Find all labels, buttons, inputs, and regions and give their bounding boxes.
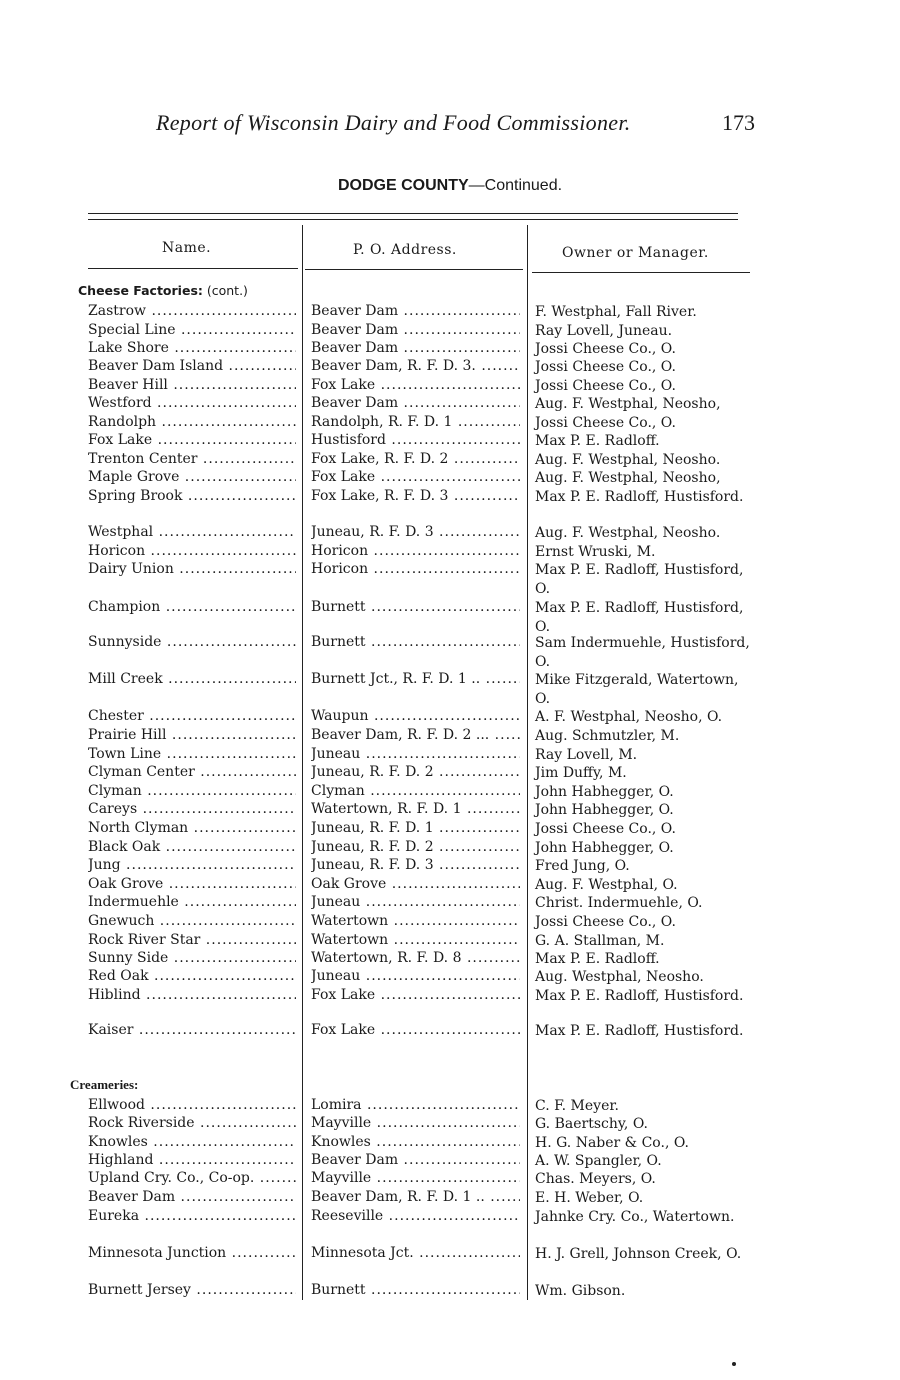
owner-manager: Wm. Gibson.	[535, 1283, 626, 1299]
table-row	[0, 340, 900, 359]
po-address: Horicon .....	[311, 543, 520, 559]
table-row	[0, 377, 900, 396]
factory-name: Horicon .....	[88, 543, 296, 559]
factory-name: Sunny Side .....	[88, 950, 296, 966]
table-row	[0, 322, 900, 341]
po-address: Watertown .....	[311, 913, 520, 929]
owner-manager: John Habhegger, O.	[535, 784, 674, 800]
table-row	[0, 451, 900, 470]
table-row	[0, 1152, 900, 1171]
factory-name: Knowles .....	[88, 1134, 296, 1150]
table-row	[0, 1208, 900, 1227]
table-row	[0, 1022, 900, 1041]
table-row	[0, 1282, 900, 1301]
po-address: Beaver Dam, R. F. D. 2 ... .....	[311, 727, 520, 743]
po-address: Minnesota Jct. .....	[311, 1245, 520, 1261]
owner-manager: Ernst Wruski, M.	[535, 544, 656, 560]
column-header-name: Name.	[162, 240, 212, 256]
county-suffix: —Continued.	[468, 177, 563, 194]
factory-name: Westford .....	[88, 395, 296, 411]
factory-name: Sunnyside .....	[88, 634, 296, 650]
owner-manager: Sam Indermuehle, Hustisford, O.	[535, 635, 750, 670]
factory-name: Chester .....	[88, 708, 296, 724]
owner-manager: H. G. Naber & Co., O.	[535, 1135, 689, 1151]
po-address: Juneau, R. F. D. 2 .....	[311, 839, 520, 855]
table-row	[0, 358, 900, 377]
table-row	[0, 303, 900, 322]
table-row	[0, 1170, 900, 1189]
factory-name: Randolph .....	[88, 414, 296, 430]
factory-name: Zastrow .....	[88, 303, 296, 319]
factory-name: Hiblind .....	[88, 987, 296, 1003]
county-heading	[0, 177, 900, 195]
column-header-owner: Owner or Manager.	[562, 245, 709, 261]
table-row	[0, 1097, 900, 1116]
owner-manager: Jossi Cheese Co., O.	[535, 821, 676, 837]
po-address: Randolph, R. F. D. 1 .....	[311, 414, 520, 430]
owner-manager: Max P. E. Radloff, Hustisford, O.	[535, 600, 744, 635]
table-row	[0, 414, 900, 433]
owner-manager: Aug. F. Westphal, Neosho.	[535, 452, 721, 468]
owner-manager: Aug. F. Westphal, Neosho.	[535, 525, 721, 541]
po-address: Burnett .....	[311, 634, 520, 650]
owner-manager: Ray Lovell, M.	[535, 747, 638, 763]
owner-manager: G. Baertschy, O.	[535, 1116, 648, 1132]
po-address: Watertown, R. F. D. 8 .....	[311, 950, 520, 966]
print-speck	[732, 1362, 736, 1366]
factory-name: Spring Brook .....	[88, 488, 296, 504]
owner-manager: Aug. F. Westphal, Neosho,	[535, 470, 721, 486]
owner-manager: E. H. Weber, O.	[535, 1190, 644, 1206]
section-title-creameries: Creameries:	[70, 1077, 139, 1092]
factory-name: Beaver Hill .....	[88, 377, 296, 393]
table-row	[0, 1245, 900, 1264]
owner-manager: Jossi Cheese Co., O.	[535, 914, 676, 930]
owner-manager: Max P. E. Radloff.	[535, 433, 660, 449]
running-title: Report of Wisconsin Dairy and Food Commissioner.	[156, 110, 631, 135]
po-address: Juneau .....	[311, 894, 520, 910]
owner-manager: Aug. F. Westphal, Neosho,	[535, 396, 721, 412]
po-address: Mayville .....	[311, 1170, 520, 1186]
table-row	[0, 1189, 900, 1208]
po-address: Burnett .....	[311, 599, 520, 615]
po-address: Watertown .....	[311, 932, 520, 948]
table-row	[0, 1134, 900, 1153]
po-address: Beaver Dam .....	[311, 1152, 520, 1168]
owner-manager: John Habhegger, O.	[535, 840, 674, 856]
po-address: Fox Lake .....	[311, 469, 520, 485]
po-address: Fox Lake .....	[311, 987, 520, 1003]
double-rule-top	[88, 213, 738, 214]
factory-name: Upland Cry. Co., Co-op. .....	[88, 1170, 296, 1186]
po-address: Clyman .....	[311, 783, 520, 799]
table-row	[0, 469, 900, 488]
table-row	[0, 783, 900, 802]
double-rule-bottom	[88, 219, 738, 220]
po-address: Fox Lake .....	[311, 1022, 520, 1038]
table-row	[0, 876, 900, 895]
po-address: Knowles .....	[311, 1134, 520, 1150]
page-number: 173	[722, 110, 755, 135]
po-address: Fox Lake, R. F. D. 2 .....	[311, 451, 520, 467]
table-row	[0, 671, 900, 707]
factory-name: Indermuehle .....	[88, 894, 296, 910]
table-row	[0, 968, 900, 987]
owner-manager: G. A. Stallman, M.	[535, 933, 665, 949]
table-row	[0, 764, 900, 783]
owner-manager: Ray Lovell, Juneau.	[535, 323, 673, 339]
po-address: Beaver Dam .....	[311, 322, 520, 338]
table-row	[0, 820, 900, 839]
factory-name: Minnesota Junction .....	[88, 1245, 296, 1261]
section-title-suffix: (cont.)	[202, 283, 248, 298]
owner-manager: Christ. Indermuehle, O.	[535, 895, 703, 911]
owner-manager: Max P. E. Radloff, Hustisford, O.	[535, 562, 744, 597]
owner-manager: Max P. E. Radloff, Hustisford.	[535, 489, 744, 505]
po-address: Beaver Dam .....	[311, 303, 520, 319]
owner-manager: Aug. Westphal, Neosho.	[535, 969, 704, 985]
factory-name: Gnewuch .....	[88, 913, 296, 929]
owner-manager: Jossi Cheese Co., O.	[535, 415, 676, 431]
factory-name: Highland .....	[88, 1152, 296, 1168]
factory-name: Beaver Dam Island .....	[88, 358, 296, 374]
po-address: Juneau, R. F. D. 2 .....	[311, 764, 520, 780]
factory-name: Eureka .....	[88, 1208, 296, 1224]
po-address: Beaver Dam, R. F. D. 3. .....	[311, 358, 520, 374]
table-row	[0, 395, 900, 414]
owner-manager: Aug. F. Westphal, O.	[535, 877, 678, 893]
po-address: Horicon .....	[311, 561, 520, 577]
factory-name: Prairie Hill .....	[88, 727, 296, 743]
factory-name: Trenton Center .....	[88, 451, 296, 467]
po-address: Watertown, R. F. D. 1 .....	[311, 801, 520, 817]
po-address: Juneau .....	[311, 968, 520, 984]
table-row	[0, 708, 900, 727]
po-address: Beaver Dam .....	[311, 395, 520, 411]
table-row	[0, 932, 900, 951]
po-address: Juneau, R. F. D. 1 .....	[311, 820, 520, 836]
table-row	[0, 801, 900, 820]
factory-name: Jung .....	[88, 857, 296, 873]
table-row	[0, 488, 900, 507]
po-address: Waupun .....	[311, 708, 520, 724]
factory-name: Beaver Dam .....	[88, 1189, 296, 1205]
table-row	[0, 913, 900, 932]
county-name: DODGE COUNTY	[337, 177, 469, 194]
table-row	[0, 987, 900, 1006]
po-address: Hustisford .....	[311, 432, 520, 448]
table-row	[0, 524, 900, 543]
owner-manager: Chas. Meyers, O.	[535, 1171, 656, 1187]
column-header-address: P. O. Address.	[353, 242, 457, 258]
table-row	[0, 894, 900, 913]
factory-name: Kaiser .....	[88, 1022, 296, 1038]
po-address: Beaver Dam .....	[311, 340, 520, 356]
owner-manager: Jim Duffy, M.	[535, 765, 627, 781]
owner-manager: Max P. E. Radloff, Hustisford.	[535, 988, 744, 1004]
owner-manager: Mike Fitzgerald, Watertown, O.	[535, 672, 739, 707]
owner-manager: Max P. E. Radloff.	[535, 951, 660, 967]
factory-name: Special Line .....	[88, 322, 296, 338]
owner-manager: F. Westphal, Fall River.	[535, 304, 697, 320]
owner-manager: C. F. Meyer.	[535, 1098, 619, 1114]
factory-name: Westphal .....	[88, 524, 296, 540]
po-address: Burnett Jct., R. F. D. 1 .. .....	[311, 671, 520, 687]
table-row	[0, 543, 900, 562]
factory-name: Oak Grove .....	[88, 876, 296, 892]
po-address: Fox Lake .....	[311, 377, 520, 393]
header-rule-address	[305, 269, 523, 270]
owner-manager: Jossi Cheese Co., O.	[535, 341, 676, 357]
table-row	[0, 950, 900, 969]
table-row	[0, 561, 900, 597]
factory-name: Burnett Jersey .....	[88, 1282, 296, 1298]
table-row	[0, 599, 900, 635]
factory-name: Lake Shore .....	[88, 340, 296, 356]
factory-name: Maple Grove .....	[88, 469, 296, 485]
factory-name: Rock Riverside .....	[88, 1115, 296, 1131]
table-row	[0, 727, 900, 746]
table-row	[0, 432, 900, 451]
owner-manager: John Habhegger, O.	[535, 802, 674, 818]
section-title-text: Cheese Factories:	[78, 283, 203, 298]
factory-name: Fox Lake .....	[88, 432, 296, 448]
header-rule-owner	[532, 272, 750, 273]
table-row	[0, 839, 900, 858]
factory-name: Red Oak .....	[88, 968, 296, 984]
po-address: Mayville .....	[311, 1115, 520, 1131]
po-address: Oak Grove .....	[311, 876, 520, 892]
owner-manager: Fred Jung, O.	[535, 858, 630, 874]
section-title-cheese	[78, 283, 248, 298]
po-address: Lomira .....	[311, 1097, 520, 1113]
factory-name: Rock River Star .....	[88, 932, 296, 948]
po-address: Juneau, R. F. D. 3 .....	[311, 857, 520, 873]
owner-manager: H. J. Grell, Johnson Creek, O.	[535, 1246, 742, 1262]
table-row	[0, 634, 900, 670]
factory-name: Town Line .....	[88, 746, 296, 762]
table-row	[0, 857, 900, 876]
owner-manager: A. W. Spangler, O.	[535, 1153, 662, 1169]
factory-name: Champion .....	[88, 599, 296, 615]
factory-name: Careys .....	[88, 801, 296, 817]
owner-manager: Jossi Cheese Co., O.	[535, 359, 676, 375]
table-row	[0, 746, 900, 765]
owner-manager: Jossi Cheese Co., O.	[535, 378, 676, 394]
factory-name: Clyman Center .....	[88, 764, 296, 780]
po-address: Fox Lake, R. F. D. 3 .....	[311, 488, 520, 504]
factory-name: North Clyman .....	[88, 820, 296, 836]
po-address: Juneau .....	[311, 746, 520, 762]
po-address: Reeseville .....	[311, 1208, 520, 1224]
po-address: Burnett .....	[311, 1282, 520, 1298]
po-address: Beaver Dam, R. F. D. 1 .. .....	[311, 1189, 520, 1205]
running-header	[150, 110, 755, 142]
factory-name: Black Oak .....	[88, 839, 296, 855]
owner-manager: Jahnke Cry. Co., Watertown.	[535, 1209, 735, 1225]
owner-manager: A. F. Westphal, Neosho, O.	[535, 709, 723, 725]
po-address: Juneau, R. F. D. 3 .....	[311, 524, 520, 540]
owner-manager: Max P. E. Radloff, Hustisford.	[535, 1023, 744, 1039]
factory-name: Dairy Union .....	[88, 561, 296, 577]
table-row	[0, 1115, 900, 1134]
factory-name: Clyman .....	[88, 783, 296, 799]
factory-name: Mill Creek .....	[88, 671, 296, 687]
factory-name: Ellwood .....	[88, 1097, 296, 1113]
owner-manager: Aug. Schmutzler, M.	[535, 728, 680, 744]
header-rule-name	[88, 268, 298, 269]
